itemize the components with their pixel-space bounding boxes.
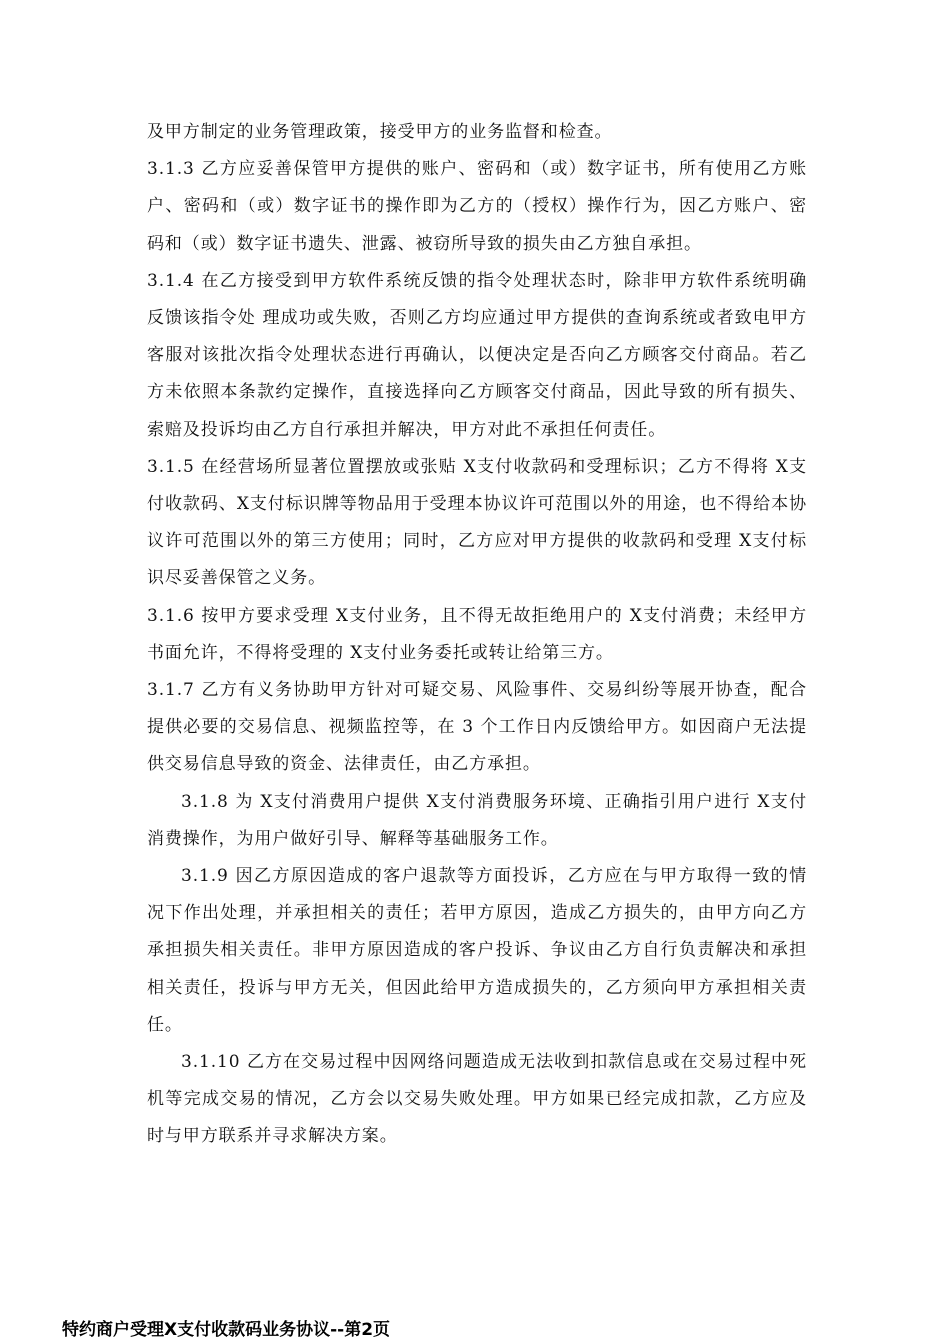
page-footer: 特约商户受理X支付收款码业务协议--第2页 bbox=[62, 1320, 391, 1340]
paragraph-3-1-8: 3.1.8 为 X支付消费用户提供 X支付消费服务环境、正确指引用户进行 X支付消费操作，为用户做好引导、解释等基础服务工作。 bbox=[147, 791, 807, 849]
paragraph-3-1-5: 3.1.5 在经营场所显著位置摆放或张贴 X支付收款码和受理标识；乙方不得将 X支付收款码、X支付标识牌等物品用于受理本协议许可范围以外的用途，也不得给本协议许可范围以外的第三方使用；同时，乙方应对甲方提供的收款码和受理 X支付标识尽妥善保管之义务。 bbox=[147, 456, 807, 589]
document-body bbox=[147, 114, 807, 1156]
paragraph-3-1-3: 3.1.3 乙方应妥善保管甲方提供的账户、密码和（或）数字证书，所有使用乙方账户、密码和（或）数字证书的操作即为乙方的（授权）操作行为，因乙方账户、密码和（或）数字证书遗失、泄露、被窃所导致的损失由乙方独自承担。 bbox=[147, 159, 807, 254]
paragraph-3-1-7: 3.1.7 乙方有义务协助甲方针对可疑交易、风险事件、交易纠纷等展开协查，配合提供必要的交易信息、视频监控等，在 3 个工作日内反馈给甲方。如因商户无法提供交易信息导致的资金、法律责任，由乙方承担。 bbox=[147, 680, 807, 775]
paragraph-3-1-10: 3.1.10 乙方在交易过程中因网络问题造成无法收到扣款信息或在交易过程中死机等完成交易的情况，乙方会以交易失败处理。甲方如果已经完成扣款，乙方应及时与甲方联系并寻求解决方案。 bbox=[147, 1052, 807, 1147]
paragraph-3-1-6: 3.1.6 按甲方要求受理 X支付业务，且不得无故拒绝用户的 X支付消费；未经甲方书面允许，不得将受理的 X支付业务委托或转让给第三方。 bbox=[147, 605, 807, 663]
paragraph-3-1-4: 3.1.4 在乙方接受到甲方软件系统反馈的指令处理状态时，除非甲方软件系统明确反馈该指令处 理成功或失败，否则乙方均应通过甲方提供的查询系统或者致电甲方客服对该批次指令处理状态进行再确认，以便决定是否向乙方顾客交付商品。若乙方未依照本条款约定操作，直接选择向乙方顾客交付商品，因此导致的所有损失、索赔及投诉均由乙方自行承担并解决，甲方对此不承担任何责任。 bbox=[147, 270, 807, 440]
paragraph-continuation: 及甲方制定的业务管理政策，接受甲方的业务监督和检查。 bbox=[147, 122, 613, 142]
paragraph-3-1-9: 3.1.9 因乙方原因造成的客户退款等方面投诉，乙方应在与甲方取得一致的情况下作出处理，并承担相关的责任；若甲方原因，造成乙方损失的，由甲方向乙方承担损失相关责任。非甲方原因造成的客户投诉、争议由乙方自行负责解决和承担相关责任，投诉与甲方无关，但因此给甲方造成损失的，乙方须向甲方承担相关责任。 bbox=[147, 866, 807, 1035]
